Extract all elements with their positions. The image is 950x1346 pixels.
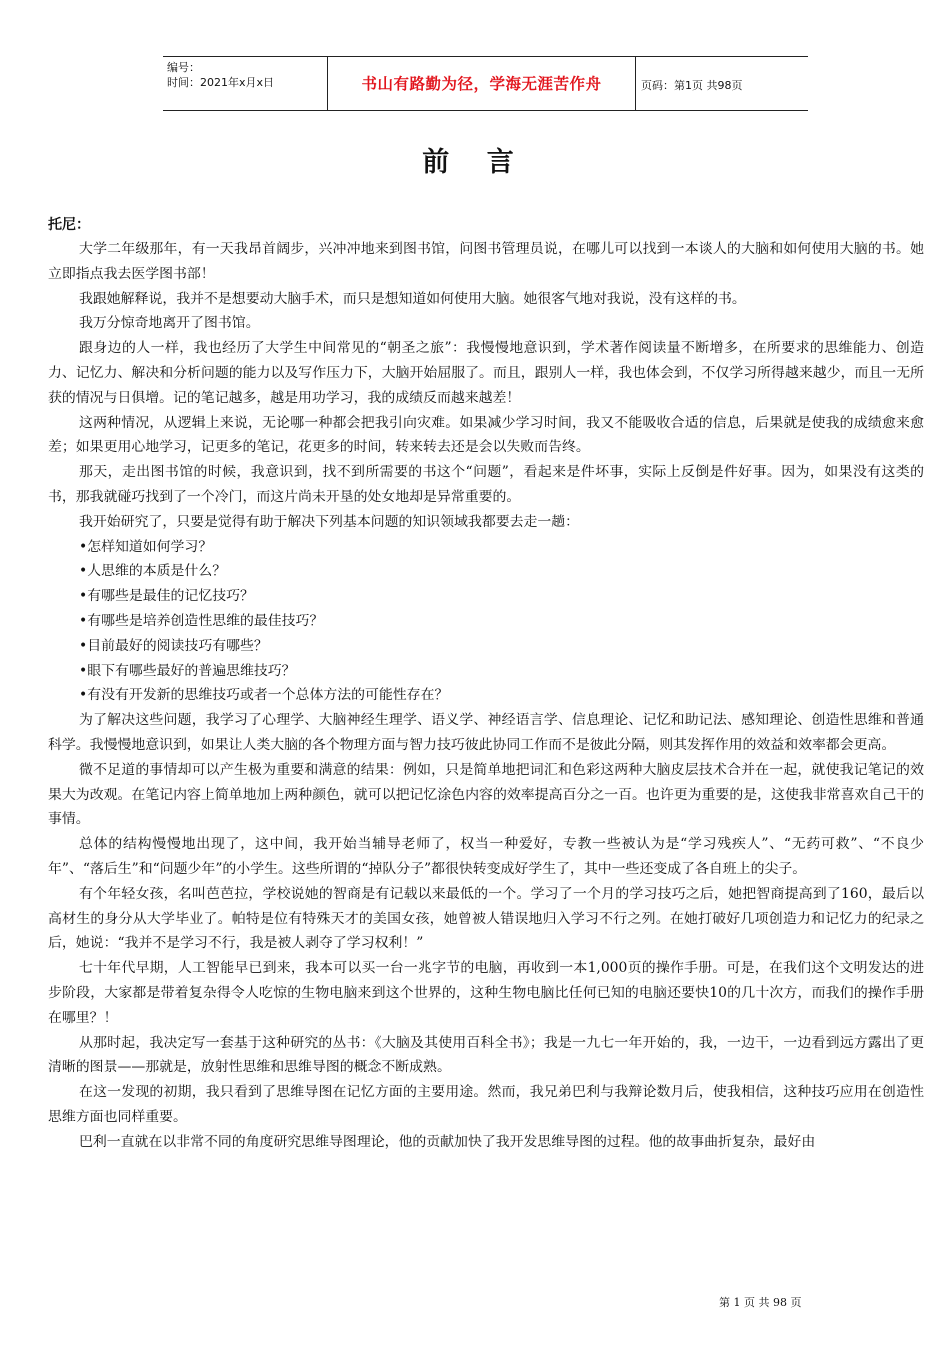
page-title: 前 言 (422, 147, 528, 178)
list-item: •人思维的本质是什么？ (79, 563, 227, 580)
list-item: •有没有开发新的思维技巧或者一个总体方法的可能性存在？ (79, 687, 449, 704)
paragraph: 从那时起，我决定写一套基于这种研究的丛书：《大脑及其使用百科全书》；我是一九七一年开始的，我，一边干，一边看到远方露出了更清晰的图景——那就是，放射性思维和思维导图的概念不断成熟。 (48, 1034, 924, 1076)
header-motto: 书山有路勤为径，学海无涯苦作舟 (361, 75, 602, 93)
paragraph: 我万分惊奇地离开了图书馆。 (79, 315, 260, 332)
paragraph: 我跟她解释说，我并不是想要动大脑手术，而只是想知道如何使用大脑。她很客气地对我说，没有这样的书。 (79, 290, 746, 307)
document-body (48, 213, 924, 1154)
list-item: •有哪些是最佳的记忆技巧？ (79, 588, 254, 605)
header-meta (167, 60, 274, 90)
paragraph: 为了解决这些问题，我学习了心理学、大脑神经生理学、语义学、神经语言学、信息理论、记忆和助记法、感知理论、创造性思维和普通科学。我慢慢地意识到，如果让人类大脑的各个物理方面与智力技巧彼此协同工作而不是彼此分隔，则其发挥作用的效益和效率都会更高。 (48, 712, 924, 753)
paragraph: 七十年代早期，人工智能早已到来，我本可以买一台一兆字节的电脑，再收到一本1,000页的操作手册。可是，在我们这个文明发达的进步阶段，大家都是带着复杂得令人吃惊的生物电脑来到这个世界的，这种生物电脑比任何已知的电脑还要快10的几十次方，而我们的操作手册在哪里？！ (48, 960, 924, 1026)
page-header (163, 56, 808, 111)
paragraph: 有个年轻女孩，名叫芭芭拉，学校说她的智商是有记载以来最低的一个。学习了一个月的学习技巧之后，她把智商提高到了160，最后以高材生的身分从大学毕业了。帕特是位有特殊天才的美国女孩，她曾被人错误地归入学习不行之列。在她打破好几项创造力和记忆力的纪录之后，她说：“我并不是学习不行，我是被人剥夺了学习权利！” (48, 885, 924, 952)
list-item: •眼下有哪些最好的普遍思维技巧？ (79, 662, 296, 679)
paragraph: 大学二年级那年，有一天我昂首阔步，兴冲冲地来到图书馆，问图书管理员说，在哪儿可以找到一本谈人的大脑和如何使用大脑的书。她立即指点我去医学图书部！ (48, 241, 924, 282)
list-item: •怎样知道如何学习？ (79, 538, 213, 555)
list-item: •有哪些是培养创造性思维的最佳技巧？ (79, 612, 324, 629)
greeting: 托尼： (48, 217, 90, 233)
paragraph: 我开始研究了，只要是觉得有助于解决下列基本问题的知识领域我都要去走一趟： (79, 513, 580, 530)
header-page-label: 页码：第1页 共98页 (641, 79, 743, 92)
paragraph: 总体的结构慢慢地出现了，这中间，我开始当辅导老师了，权当一种爱好，专教一些被认为是“学习残疾人”、“无药可救”、“不良少年”、“落后生”和“问题少年”的小学生。这些所谓的“掉队分子”都很快转变成好学生了，其中一些还变成了各自班上的尖子。 (48, 836, 924, 877)
serial-label: 编号： (167, 61, 200, 74)
paragraph: 那天，走出图书馆的时候，我意识到，找不到所需要的书这个“问题”，看起来是件坏事，实际上反倒是件好事。因为，如果没有这类的书，那我就碰巧找到了一个冷门，而这片尚未开垦的处女地却是异常重要的。 (48, 464, 924, 505)
page-footer: 第 1 页 共 98 页 (719, 1296, 802, 1309)
time-label: 时间：2021年x月x日 (167, 76, 275, 89)
list-item: •目前最好的阅读技巧有哪些？ (79, 637, 268, 654)
paragraph: 在这一发现的初期，我只看到了思维导图在记忆方面的主要用途。然而，我兄弟巴利与我辩论数月后，使我相信，这种技巧应用在创造性思维方面也同样重要。 (48, 1084, 924, 1125)
paragraph: 跟身边的人一样，我也经历了大学生中间常见的“朝圣之旅”：我慢慢地意识到，学术著作阅读量不断增多，在所要求的思维能力、创造力、记忆力、解决和分析问题的能力以及写作压力下，大脑开始屈服了。而且，跟别人一样，我也体会到，不仅学习所得越来越少，而且一无所获的情况与日俱增。记的笔记越多，越是用功学习，我的成绩反而越来越差！ (48, 340, 924, 406)
header-divider (635, 57, 636, 111)
paragraph: 这两种情况，从逻辑上来说，无论哪一种都会把我引向灾难。如果减少学习时间，我又不能吸收合适的信息，后果就是使我的成绩愈来愈差；如果更用心地学习，记更多的笔记，花更多的时间，转来转去还是会以失败而告终。 (48, 414, 924, 456)
paragraph: 微不足道的事情却可以产生极为重要和满意的结果：例如，只是简单地把词汇和色彩这两种大脑皮层技术合并在一起，就使我记笔记的效果大为改观。在笔记内容上简单地加上两种颜色，就可以把记忆涂色内容的效率提高百分之一百。也许更为重要的是，这使我非常喜欢自己干的事情。 (48, 761, 924, 828)
paragraph: 巴利一直就在以非常不同的角度研究思维导图理论，他的贡献加快了我开发思维导图的过程。他的故事曲折复杂，最好由 (79, 1133, 816, 1150)
